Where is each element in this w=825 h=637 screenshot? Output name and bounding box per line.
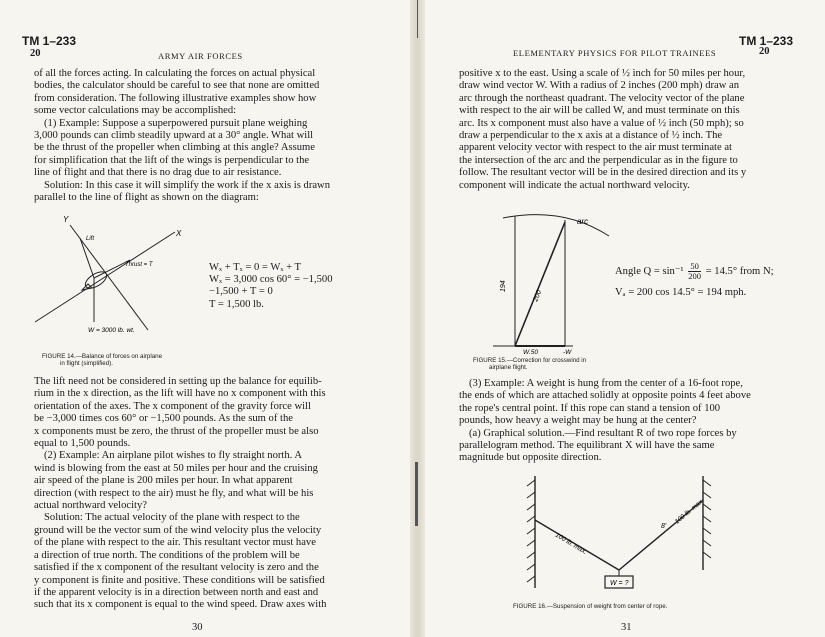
angle-eq-suffix: = 14.5° from N; <box>705 265 774 277</box>
y-axis-line <box>70 225 148 330</box>
velocity-equation: Vₐ = 200 cos 14.5° = 194 mph. <box>615 287 747 298</box>
left-rope-label: 100 lb. max. <box>553 531 588 556</box>
text-line: arc. Its x component must also have a value of ½ inch (50 mph); so <box>459 117 744 129</box>
page-footer-number: 31 <box>621 622 632 633</box>
page-footer-number: 30 <box>192 622 203 633</box>
force-diagram-figure-14 <box>30 210 205 335</box>
text-line: be −3,000 times cos 60° or −1,500 pounds. As the sum of the <box>34 413 293 425</box>
air-velocity-vector <box>515 222 565 346</box>
text-line: magnitude but opposite direction. <box>459 452 602 464</box>
fraction-numerator: 50 <box>688 262 701 272</box>
angle-equation <box>615 262 774 281</box>
text-line: y component is finite and positive. These conditions will be satisfied <box>34 574 325 586</box>
page-number-top: 20 <box>759 46 770 57</box>
text-line: draw a perpendicular to the x axis at a distance of ½ inch. The <box>459 130 723 142</box>
equations-block <box>209 262 333 311</box>
right-page <box>425 0 825 637</box>
length-194-label: 194 <box>500 280 507 292</box>
text-line: some vector calculations may be accomplished: <box>34 105 237 117</box>
thrust-label: Thrust = T <box>125 262 153 268</box>
text-line: such that its x component is equal to the wind speed. Draw axes with <box>34 599 327 611</box>
text-line: draw wind vector W. With a radius of 2 inches (200 mph) draw an <box>459 80 740 92</box>
body-text-top <box>34 68 330 204</box>
angle-eq-prefix: Angle Q = sin⁻¹ <box>615 265 684 277</box>
text-line: line of flight and that there is no drag due to air resistance. <box>34 167 282 179</box>
body-text-mid <box>459 378 751 465</box>
text-line: parallelogram method. The equilibrant X will have the same <box>459 440 715 452</box>
right-rope-label: 100 lb. max. <box>673 497 706 526</box>
text-line: satisfied if the x component of the resultant velocity is zero and the <box>34 562 319 574</box>
text-line: from consideration. The following illustrative examples show how <box>34 92 317 104</box>
equation-line: Wₓ = 3,000 cos 60° = −1,500 <box>209 274 333 286</box>
equation-line: −1,500 + T = 0 <box>209 286 273 298</box>
body-text-bottom <box>34 376 326 612</box>
text-line: a direction of true north. The conditions of the problem will be <box>34 549 300 561</box>
left-page <box>0 0 410 637</box>
text-line: arc through the northeast quadrant. The velocity vector of the plane <box>459 92 745 104</box>
fraction-denominator: 200 <box>688 271 701 281</box>
x-axis-line <box>35 232 175 322</box>
figure-14-caption <box>42 353 162 367</box>
length-200-label: 200 <box>532 289 544 303</box>
caption-line: FIGURE 14.—Balance of forces on airplane <box>42 353 163 360</box>
text-line: for simplification that the lift of the wings is perpendicular to the <box>34 154 310 166</box>
text-line: orientation of the axes. The x component of the gravity force will <box>34 400 311 412</box>
running-head: TM 1–233 <box>22 34 77 48</box>
length-8-label: 8' <box>661 523 667 530</box>
body-text-top <box>459 68 746 192</box>
text-line: the ends of which are attached solidly at opposite points 4 feet above <box>459 390 751 402</box>
crosswind-figure-15 <box>483 206 643 356</box>
lift-vector <box>80 238 94 278</box>
text-line: (2) Example: An airplane pilot wishes to fly straight north. A <box>44 450 303 462</box>
section-title: ELEMENTARY PHYSICS FOR PILOT TRAINEES <box>513 48 717 58</box>
caption-line: in flight (simplified). <box>60 360 113 367</box>
minus-w-label: -W <box>563 349 572 356</box>
text-line: the intersection of the arc and the perpendicular as in the figure to <box>459 154 738 166</box>
right-wall-hatching <box>703 480 711 558</box>
text-line: with respect to the air will be called W, and must terminate on this <box>459 105 740 117</box>
figure-16-caption: FIGURE 16.—Suspension of weight from center of rope. <box>513 603 668 610</box>
text-line: wind is blowing from the east at 50 miles per hour and the cruising <box>34 462 318 474</box>
equation-line: Wₓ + Tₓ = 0 = Wₓ + T <box>209 262 301 273</box>
gutter-mark <box>415 462 418 526</box>
fraction <box>688 262 701 281</box>
text-line: bodies, the calculator should be careful to see that none are omitted <box>34 80 320 92</box>
y-axis-label: Y <box>63 215 69 224</box>
text-line: The lift need not be considered in setting up the balance for equilib- <box>34 376 322 387</box>
text-line: (1) Example: Suppose a superpowered pursuit plane weighing <box>44 117 308 129</box>
page-number-top: 20 <box>30 48 41 59</box>
gutter-mark <box>417 0 418 38</box>
arc-curve <box>503 215 609 236</box>
text-line: 3,000 pounds can climb steadily upward at a 30° angle. What will <box>34 130 314 142</box>
lift-label: Lift <box>86 236 95 242</box>
weight-label: W = 3000 lb. wt. <box>88 327 135 334</box>
weight-label: W = ? <box>610 580 629 587</box>
text-line: parallel to the line of flight as shown on the diagram: <box>34 192 259 204</box>
text-line: x components must be zero, the thrust of the propeller must be also <box>34 425 319 437</box>
section-title: ARMY AIR FORCES <box>158 51 243 61</box>
text-line: be the thrust of the propeller when climbing at this angle? Assume <box>34 142 315 154</box>
text-line: the rope's central point. If this rope can stand a tension of 100 <box>459 402 721 414</box>
text-line: of all the forces acting. In calculating the forces on actual physical <box>34 68 316 79</box>
caption-line: airplane flight. <box>489 364 528 371</box>
text-line: if the apparent velocity is in a direction between north and east and <box>34 586 319 598</box>
text-line: follow. The resultant vector will be in the desired direction and its y <box>459 167 747 179</box>
text-line: Solution: In this case it will simplify the work if the x axis is drawn <box>44 179 331 191</box>
figure-15-caption <box>473 357 586 371</box>
text-line: direction (with respect to the air) must he fly, and what will be his <box>34 487 314 499</box>
book-gutter <box>410 0 425 637</box>
rope-suspension-figure-16 <box>515 470 725 590</box>
text-line: apparent velocity vector with respect to the air must terminate at <box>459 142 732 154</box>
arc-label: arc <box>577 217 589 226</box>
text-line: (a) Graphical solution.—Find resultant R of two rope forces by <box>469 427 737 439</box>
left-wall-hatching <box>527 480 535 582</box>
text-line: of the plane with respect to the air. This resultant vector must have <box>34 537 316 549</box>
wind-50-label: W.50 <box>523 349 538 356</box>
running-head: TM 1–233 <box>739 34 794 48</box>
text-line: component will indicate the actual northward velocity. <box>459 179 690 191</box>
x-axis-label: X <box>176 229 182 238</box>
text-line: pounds, how heavy a weight may be hung at the center? <box>459 415 697 427</box>
text-line: (3) Example: A weight is hung from the center of a 16-foot rope, <box>469 378 743 389</box>
equation-line: T = 1,500 lb. <box>209 298 264 310</box>
text-line: equal to 1,500 pounds. <box>34 438 131 450</box>
text-line: positive x to the east. Using a scale of ½ inch for 50 miles per hour, <box>459 68 746 79</box>
caption-line: FIGURE 15.—Correction for crosswind in <box>473 357 587 364</box>
text-line: actual northward velocity? <box>34 500 147 512</box>
text-line: ground will be the vector sum of the wind velocity plus the velocity <box>34 524 322 536</box>
text-line: rium in the x direction, as the lift will have no x component with this <box>34 388 326 400</box>
text-line: air speed of the plane is 200 miles per hour. In what apparent <box>34 475 293 487</box>
text-line: Solution: The actual velocity of the plane with respect to the <box>44 512 300 524</box>
